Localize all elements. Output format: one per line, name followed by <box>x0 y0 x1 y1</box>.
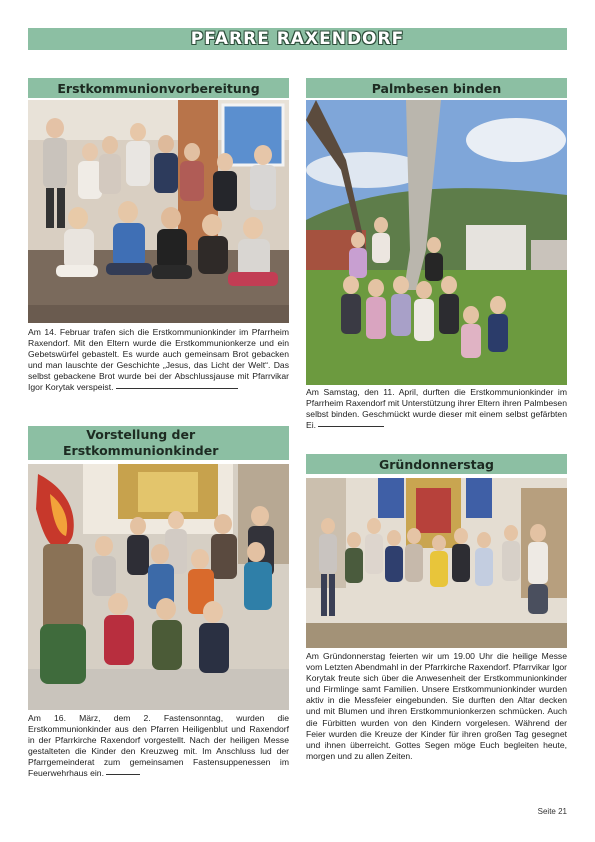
section-heading-palmbesen <box>306 78 567 98</box>
caption-vorstellung <box>28 713 289 780</box>
caption-erstkommunion <box>28 327 289 394</box>
section-heading-line1: Vorstellung der <box>86 427 196 442</box>
section-heading-text: Palmbesen binden <box>371 80 502 96</box>
photo-vorstellung <box>28 464 289 710</box>
caption-text: Am Gründonnerstag feierten wir um 19.00 Uhr die heilige Messe vom Letzten Abendmahl in der Pfarrkirche Raxendorf. Pfarrvikar Igor Korytak freute sich über die Anwesenheit der Erstkommunionkinder und Firmlinge samt Familien. Unsere Erstkommunionkinder wurden aktiv in die Messfeier eingebunden. Sie durften den Altar decken und mit Blumen und ihren Erstkommunionkerzen schmücken. Auch die Fürbitten wurden von den Kindern vorgelesen. Während der Feier wurden die Kreuze der Kinder für ihren großen Tag gesegnet und ihnen überreicht. Gottes Segen möge Euch begleiten heute, morgen und zu allen Zeiten. <box>306 651 567 761</box>
caption-text: Am Samstag, den 11. April, durften die Erstkommunionkinder im Pfarrheim Raxendorf mit Unterstützung ihrer Eltern ihren Palmbesen selbst binden. Geschmückt wurde dieser mit einem selbst gefärbten Ei. <box>306 387 567 431</box>
banner-title: PFARRE RAXENDORF <box>190 29 405 49</box>
caption-end-line <box>318 426 384 427</box>
section-heading-gruendonnerstag <box>306 454 567 474</box>
caption-palmbesen <box>306 387 567 431</box>
section-heading-line2: Erstkommunionkinder <box>63 443 219 458</box>
caption-text: Am 16. März, dem 2. Fastensonntag, wurden die Erstkommunionkinder aus den Pfarren Heiligenblut und Raxendorf in der Pfarrkirche Raxendorf vorgestellt. Nach der heiligen Messe gestalteten die Kinder den Kreuzweg mit. Im Anschluss lud der Pfarrgemeinderat zum gemeinsamen Fastensuppenessen im Feuerwehrhaus ein. <box>28 713 289 779</box>
page-number: Seite 21 <box>537 807 567 816</box>
photo-gruendonnerstag <box>306 478 567 648</box>
section-heading-text: Erstkommunionvorbereitung <box>57 80 260 96</box>
caption-end-line <box>106 774 140 775</box>
section-heading-vorstellung <box>28 426 289 460</box>
page-banner <box>28 28 567 50</box>
caption-text: Am 14. Februar trafen sich die Erstkommunionkinder im Pfarrheim Raxendorf. Mit den Eltern wurde die Erstkommunionkerze und ein Gebetswürfel gebastelt. Es wurde auch gemeinsam Brot gebacken und man lauschte der Geschichte „Jesus, das Licht der Welt“. Das selbst gebackene Brot wurde bei der Abschlussjause mit Pfarrvikar Igor Korytak verspeist. <box>28 327 289 393</box>
section-heading-text: Gründonnerstag <box>379 456 494 472</box>
caption-gruendonnerstag <box>306 651 567 762</box>
section-heading-erstkommunion <box>28 78 289 98</box>
photo-erstkommunion <box>28 100 289 323</box>
photo-palmbesen <box>306 100 567 385</box>
caption-end-line <box>116 388 238 389</box>
